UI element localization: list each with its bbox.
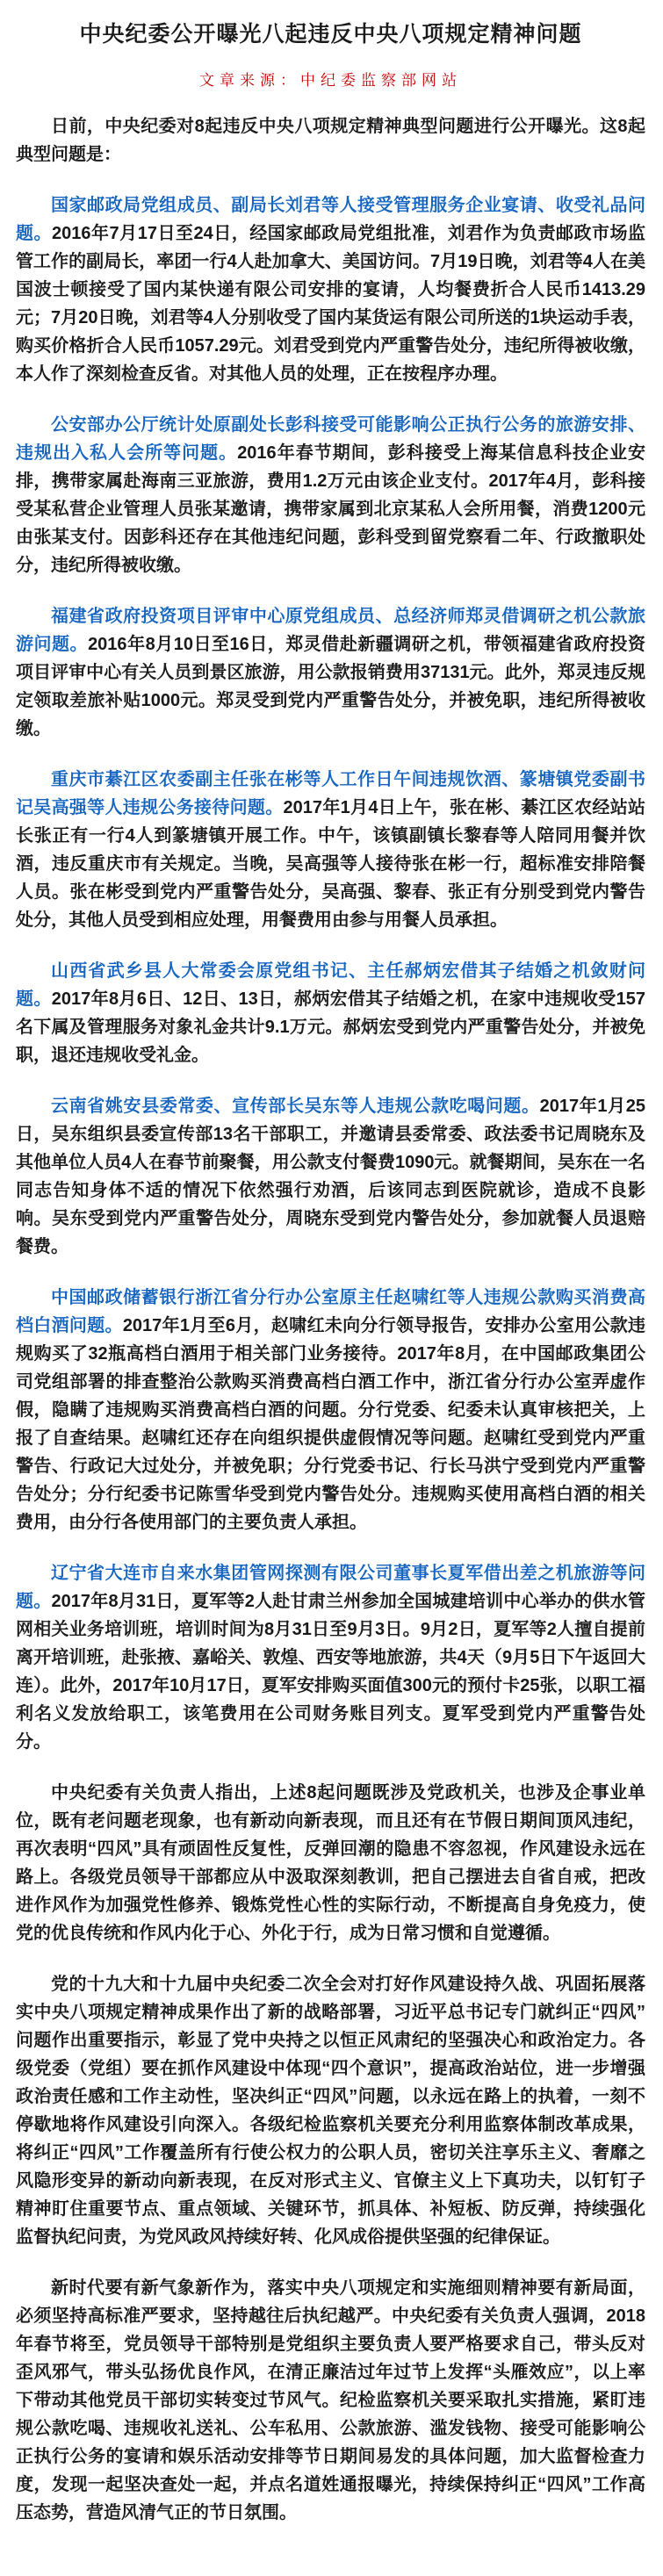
page-title: 中央纪委公开曝光八起违反中央八项规定精神问题 — [79, 22, 582, 47]
case-body-5: 2017年8月6日、12日、13日，郝炳宏借其子结婚之机，在家中违规收受157名下属及管理服务对象礼金共计9.1万元。郝炳宏受到党内严重警告处分，并被免职，退还违规收受礼金。 — [16, 989, 646, 1065]
case-paragraph-8 — [16, 1559, 645, 1756]
closing-text-1: 中央纪委有关负责人指出，上述8起问题既涉及党政机关，也涉及企事业单位，既有老问题老现象，也有新动向新表现，而且还有在节假日期间顶风违纪，再次表明“四风”具有顽固性反复性，反弹回潮的隐患不容忽视，作风建设永远在路上。各级党员领导干部都应从中汲取深刻教训，把自己摆进去自省自戒，把改进作风作为加强党性修养、锻炼党性心性的实际行动，不断提高自身免疫力，使党的优良传统和作风内化于心、外化于行，成为日常习惯和自觉遵循。 — [16, 1783, 645, 1943]
case-lead-3: 福建省政府投资项目评审中心原党组成员、总经济师郑灵借调研之机公款旅游问题。 — [16, 607, 645, 654]
case-paragraph-2 — [16, 411, 645, 579]
case-body-3: 2016年8月10日至16日，郑灵借赴新疆调研之机，带领福建省政府投资项目评审中心有关人员到景区旅游，用公款报销费用37131元。此外，郑灵违反规定领取差旅补贴1000元。郑灵受到党内严重警告处分，并被免职，违纪所得被收缴。 — [16, 635, 646, 738]
case-lead-1: 国家邮政局党组成员、副局长刘君等人接受管理服务企业宴请、收受礼品问题。 — [16, 196, 645, 243]
case-lead-6: 云南省姚安县委常委、宣传部长吴东等人违规公款吃喝问题。 — [51, 1097, 540, 1116]
closing-text-3: 新时代要有新气象新作为，落实中央八项规定和实施细则精神要有新局面，必须坚持高标准严要求，坚持越往后执纪越严。中央纪委有关负责人强调，2018年春节将至，党员领导干部特别是党组织主要负责人要严格要求自己，带头反对歪风邪气，带头弘扬优良作风，在清正廉洁过年过节上发挥“头雁效应”，以上率下带动其他党员干部切实转变过节风气。纪检监察机关要采取扎实措施，紧盯违规公款吃喝、违规收礼送礼、公车私用、公款旅游、滥发钱物、接受可能影响公正执行公务的宴请和娱乐活动安排等节日期间易发的具体问题，加大监督检查力度，发现一起坚决查处一起，并点名道姓通报曝光，持续保持纠正“四风”工作高压态势，营造风清气正的节日氛围。 — [16, 2278, 645, 2522]
case-body-6: 2017年1月25日，吴东组织县委宣传部13名干部职工，并邀请县委常委、政法委书记周晓东及其他单位人员4人在春节前聚餐，用公款支付餐费1090元。就餐期间，吴东在一名同志告知身体不适的情况下依然强行劝酒，后该同志到医院就诊，造成不良影响。吴东受到党内严重警告处分，周晓东受到党内警告处分，参加就餐人员退赔餐费。 — [16, 1097, 646, 1256]
case-lead-4: 重庆市綦江区农委副主任张在彬等人工作日午间违规饮酒、篆塘镇党委副书记吴高强等人违规公务接待问题。 — [16, 770, 645, 817]
article-source: 文章来源：中纪委监察部网站 — [199, 72, 462, 90]
intro-paragraph — [16, 112, 645, 169]
case-lead-2: 公安部办公厅统计处原副处长彭科接受可能影响公正执行公务的旅游安排、违规出入私人会所等问题。 — [16, 415, 645, 463]
case-paragraph-3 — [16, 602, 645, 743]
case-paragraph-4 — [16, 766, 645, 934]
case-paragraph-5 — [16, 957, 645, 1069]
closing-paragraph-1 — [16, 1779, 645, 1947]
case-lead-8: 辽宁省大连市自来水集团管网探测有限公司董事长夏军借出差之机旅游等问题。 — [16, 1564, 645, 1611]
intro-text: 日前，中央纪委对8起违反中央八项规定精神典型问题进行公开曝光。这8起典型问题是： — [16, 117, 645, 164]
closing-paragraph-3 — [16, 2274, 645, 2527]
case-lead-5: 山西省武乡县人大常委会原党组书记、主任郝炳宏借其子结婚之机敛财问题。 — [16, 961, 645, 1009]
case-paragraph-7 — [16, 1284, 645, 1536]
case-lead-7: 中国邮政储蓄银行浙江省分行办公室原主任赵啸红等人违规公款购买消费高档白酒问题。 — [16, 1288, 645, 1335]
case-body-1: 2016年7月17日至24日，经国家邮政局党组批准，刘君作为负责邮政市场监管工作的副局长，率团一行4人赴加拿大、美国访问。7月19日晚，刘君等4人在美国波士顿接受了国内某快递有限公司安排的宴请，人均餐费折合人民币1413.29元；7月20日晚，刘君等4人分别收受了国内某货运有限公司所送的1块运动手表，购买价格折合人民币1057.29元。刘君受到党内严重警告处分，违纪所得被收缴，本人作了深刻检查反省。对其他人员的处理，正在按程序办理。 — [16, 224, 646, 384]
case-body-8: 2017年8月31日，夏军等2人赴甘肃兰州参加全国城建培训中心举办的供水管网相关业务培训班，培训时间为8月31日至9月3日。9月2日，夏军等2人擅自提前离开培训班，赴张掖、嘉峪关、敦煌、西安等地旅游，共4天（9月5日下午返回大连）。此外，2017年10月17日，夏军安排购买面值300元的预付卡25张，以职工福利名义发放给职工，该笔费用在公司财务账目列支。夏军受到党内严重警告处分。 — [16, 1592, 646, 1752]
case-body-2: 2016年春节期间，彭科接受上海某信息科技企业安排，携带家属赴海南三亚旅游，费用1.2万元由该企业支付。2017年4月，彭科接受某私营企业管理人员张某邀请，携带家属到北京某私人会所用餐，消费1200元由张某支付。因彭科还存在其他违纪问题，彭科受到留党察看二年、行政撤职处分，违纪所得被收缴。 — [16, 443, 645, 575]
case-paragraph-1 — [16, 191, 645, 388]
closing-text-2: 党的十九大和十九届中央纪委二次全会对打好作风建设持久战、巩固拓展落实中央八项规定精神成果作出了新的战略部署，习近平总书记专门就纠正“四风”问题作出重要指示，彰显了党中央持之以恒正风肃纪的坚强决心和政治定力。各级党委（党组）要在抓作风建设中体现“四个意识”，提高政治站位，进一步增强政治责任感和工作主动性，坚决纠正“四风”问题，以永远在路上的执着，一刻不停歇地将作风建设引向深入。各级纪检监察机关要充分利用监察体制改革成果，将纠正“四风”工作覆盖所有行使公权力的公职人员，密切关注享乐主义、奢靡之风隐形变异的新动向新表现，在反对形式主义、官僚主义上下真功夫，以钉钉子精神盯住重要节点、重点领域、关键环节，抓具体、补短板、防反弹，持续强化监督执纪问责，为党风政风持续好转、化风成俗提供坚强的纪律保证。 — [16, 1975, 645, 2247]
closing-paragraph-2 — [16, 1970, 645, 2251]
case-paragraph-6 — [16, 1092, 645, 1261]
case-body-4: 2017年1月4日上午，张在彬、綦江区农经站站长张正有一行4人到篆塘镇开展工作。中午，该镇副镇长黎春等人陪同用餐并饮酒，违反重庆市有关规定。当晚，吴高强等人接待张在彬一行，超标准安排陪餐人员。张在彬受到党内严重警告处分，吴高强、黎春、张正有分别受到党内警告处分，其他人员受到相应处理，用餐费用由参与用餐人员承担。 — [16, 798, 645, 930]
case-body-7: 2017年1月至6月，赵啸红未向分行领导报告，安排办公室用公款违规购买了32瓶高档白酒用于相关部门业务接待。2017年8月，在中国邮政集团公司党组部署的排查整治公款购买消费高档白酒工作中，浙江省分行办公室弄虚作假，隐瞒了违规购买消费高档白酒的问题。分行党委、纪委未认真审核把关，上报了自查结果。赵啸红还存在向组织提供虚假情况等问题。赵啸红受到党内严重警告、行政记大过处分，并被免职；分行党委书记、行长马洪宁受到党内严重警告处分；分行纪委书记陈雪华受到党内警告处分。违规购买使用高档白酒的相关费用，由分行各使用部门的主要负责人承担。 — [16, 1316, 645, 1532]
